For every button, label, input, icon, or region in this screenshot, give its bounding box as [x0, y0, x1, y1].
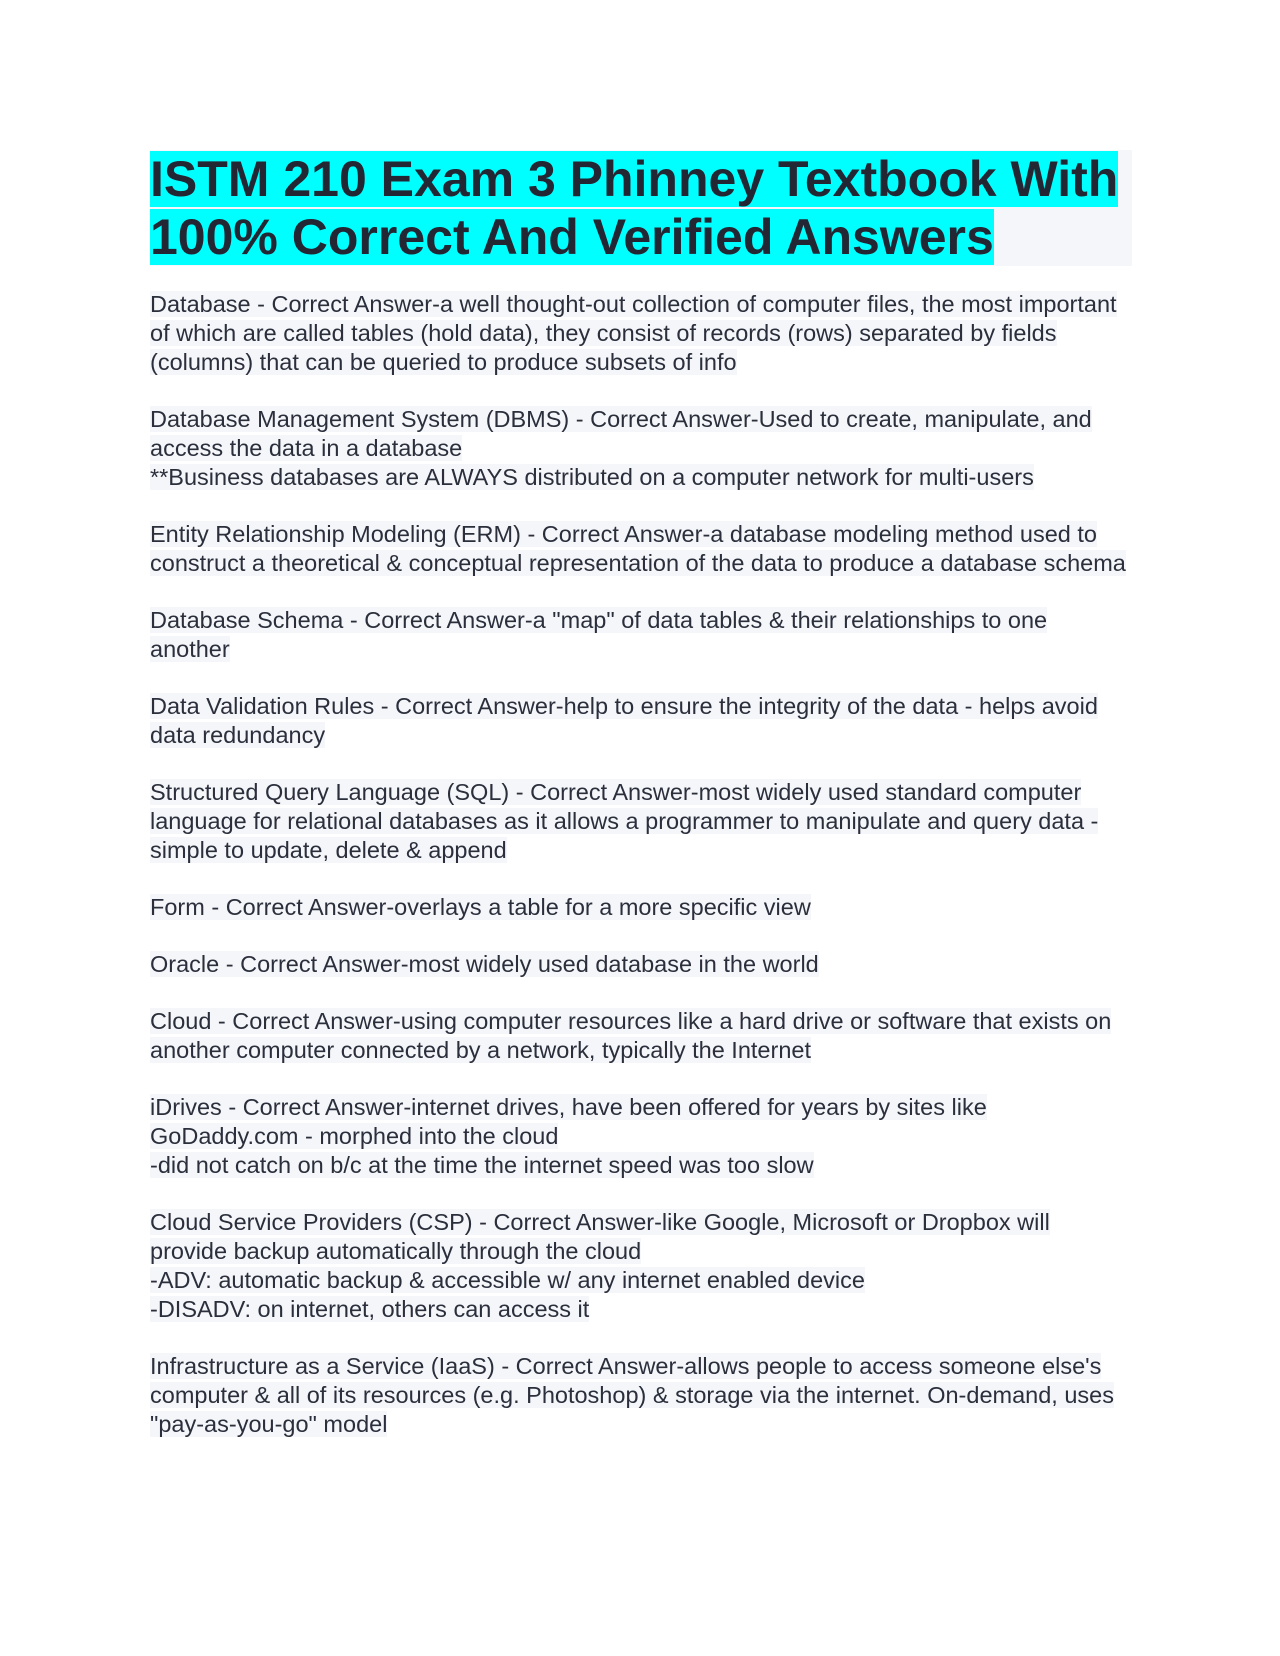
list-item	[150, 290, 1132, 377]
entry-line-text: Data Validation Rules - Correct Answer-help to ensure the integrity of the data - helps avoid data redundancy	[150, 693, 1098, 748]
document-title-text: ISTM 210 Exam 3 Phinney Textbook With 100% Correct And Verified Answers	[150, 151, 1119, 265]
entry-line	[150, 893, 1132, 922]
entry-line-text: Oracle - Correct Answer-most widely used database in the world	[150, 951, 819, 977]
entry-line-text: Entity Relationship Modeling (ERM) - Correct Answer-a database modeling method used to construct a theoretical & conceptual representation of the data to produce a database schema	[150, 521, 1126, 576]
entry-line	[150, 1007, 1132, 1065]
entry-line	[150, 405, 1132, 463]
entry-line	[150, 1208, 1132, 1266]
list-item	[150, 1007, 1132, 1065]
entry-line	[150, 1266, 1132, 1295]
list-item	[150, 520, 1132, 578]
entry-line-text: Database Management System (DBMS) - Correct Answer-Used to create, manipulate, and access the data in a database	[150, 406, 1092, 461]
list-item	[150, 692, 1132, 750]
entry-line-text: iDrives - Correct Answer-internet drives, have been offered for years by sites like GoDaddy.com - morphed into the cloud	[150, 1094, 987, 1149]
entry-line	[150, 950, 1132, 979]
entry-line-text: Cloud - Correct Answer-using computer resources like a hard drive or software that exists on another computer connected by a network, typically the Internet	[150, 1008, 1112, 1063]
list-item	[150, 1352, 1132, 1439]
entry-line	[150, 692, 1132, 750]
entry-line	[150, 1151, 1132, 1180]
entry-line-text: Structured Query Language (SQL) - Correct Answer-most widely used standard computer language for relational databases as it allows a programmer to manipulate and query data - simple to update, delete & append	[150, 779, 1099, 863]
entry-line	[150, 1295, 1132, 1324]
document-page	[150, 150, 1132, 1467]
entry-list	[150, 290, 1132, 1439]
entry-line-text: **Business databases are ALWAYS distributed on a computer network for multi-users	[150, 464, 1034, 490]
list-item	[150, 778, 1132, 865]
entry-line	[150, 290, 1132, 377]
entry-line	[150, 463, 1132, 492]
entry-line	[150, 1093, 1132, 1151]
entry-line	[150, 778, 1132, 865]
entry-line	[150, 520, 1132, 578]
list-item	[150, 893, 1132, 922]
entry-line-text: Database Schema - Correct Answer-a "map" of data tables & their relationships to one another	[150, 607, 1048, 662]
entry-line-text: Infrastructure as a Service (IaaS) - Correct Answer-allows people to access someone else's computer & all of its resources (e.g. Photoshop) & storage via the internet. On-demand, uses "pay-as-you-go" model	[150, 1353, 1114, 1437]
title-block	[150, 150, 1132, 266]
list-item	[150, 405, 1132, 492]
document-title	[150, 150, 1132, 266]
list-item	[150, 1093, 1132, 1180]
entry-line-text: Form - Correct Answer-overlays a table for a more specific view	[150, 894, 811, 920]
entry-line-text: Database - Correct Answer-a well thought-out collection of computer files, the most important of which are called tables (hold data), they consist of records (rows) separated by fields (columns) that can be queried to produce subsets of info	[150, 291, 1117, 375]
list-item	[150, 950, 1132, 979]
entry-line	[150, 606, 1132, 664]
list-item	[150, 1208, 1132, 1324]
entry-line-text: -ADV: automatic backup & accessible w/ any internet enabled device	[150, 1267, 865, 1293]
entry-line-text: Cloud Service Providers (CSP) - Correct Answer-like Google, Microsoft or Dropbox will provide backup automatically through the cloud	[150, 1209, 1050, 1264]
entry-line	[150, 1352, 1132, 1439]
entry-line-text: -did not catch on b/c at the time the internet speed was too slow	[150, 1152, 814, 1178]
entry-line-text: -DISADV: on internet, others can access it	[150, 1296, 590, 1322]
list-item	[150, 606, 1132, 664]
